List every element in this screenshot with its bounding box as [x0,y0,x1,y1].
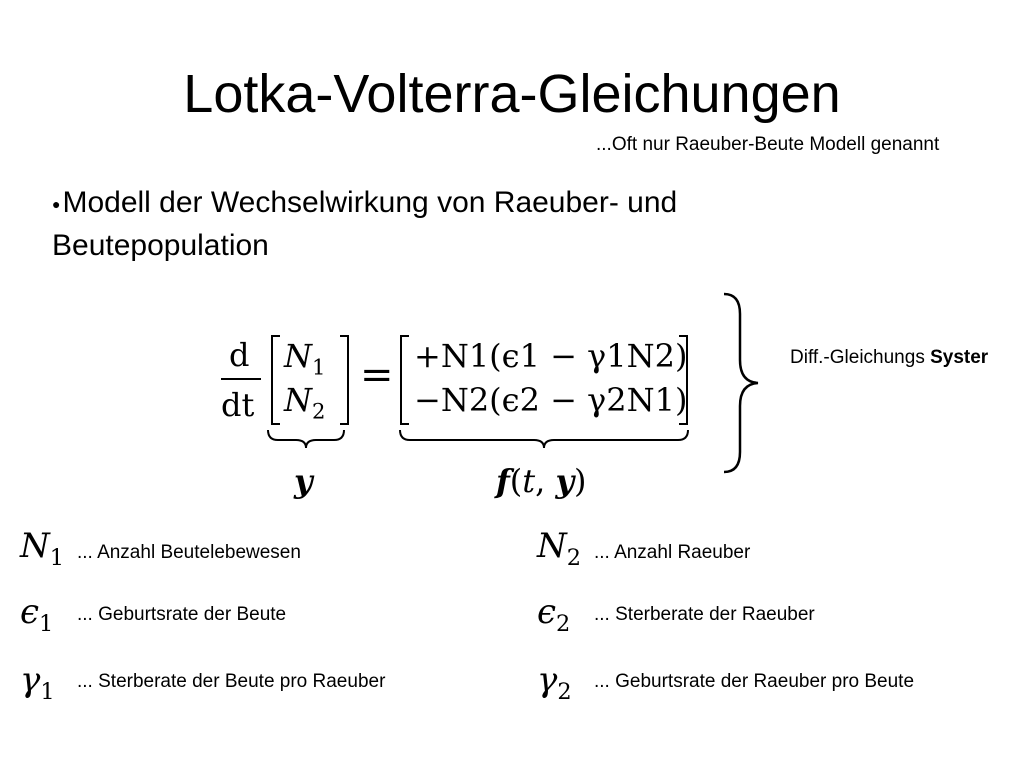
slide-title: Lotka-Volterra-Gleichungen [183,64,841,124]
definition-symbol: $\gamma_2$ [537,660,572,705]
fraction-denominator: dt [221,386,255,424]
equals-sign: = [360,352,394,398]
definition-text: ... Sterberate der Beute pro Raeuber [77,671,386,692]
fraction-bar [221,378,261,380]
fraction-numerator: d [229,336,250,374]
definition-symbol: $\epsilon_1$ [20,592,54,637]
slide-subtitle: ...Oft nur Raeuber-Beute Modell genannt [596,134,940,155]
bullet-icon: ● [52,196,61,213]
bullet-line-1: Modell der Wechselwirkung von Raeuber- und [62,186,678,219]
definition-text: ... Geburtsrate der Raeuber pro Beute [594,671,915,692]
definition-symbol: $\gamma_1$ [20,660,55,705]
underbrace-label-y: y [294,462,313,500]
bullet-line-2: Beutepopulation [52,229,269,263]
definition-symbol: $N_1$ [20,526,65,571]
definition-text: ... Geburtsrate der Beute [77,604,287,625]
system-curly-brace [720,290,770,476]
rhs-row-1: +N1(ϵ1 − γ1N2) [414,337,688,375]
definition-symbol: $\epsilon_2$ [537,592,571,637]
definition-text: ... Sterberate der Raeuber [594,604,815,625]
underbrace-left [266,428,346,450]
definition-text: ... Anzahl Beutelebewesen [77,542,301,563]
bullet-item [52,182,952,267]
underbrace-right [398,428,690,450]
vector-entry-n2: $N_2$ [284,381,326,424]
definition-symbol: $N_2$ [537,526,582,571]
vector-entry-n1: $N_1$ [284,337,326,380]
underbrace-label-f: f(t, y) [496,462,587,500]
definition-text: ... Anzahl Raeuber [594,542,751,563]
system-label: Diff.-Gleichungs Syster [790,347,989,368]
rhs-row-2: −N2(ϵ2 − γ2N1) [414,381,688,419]
